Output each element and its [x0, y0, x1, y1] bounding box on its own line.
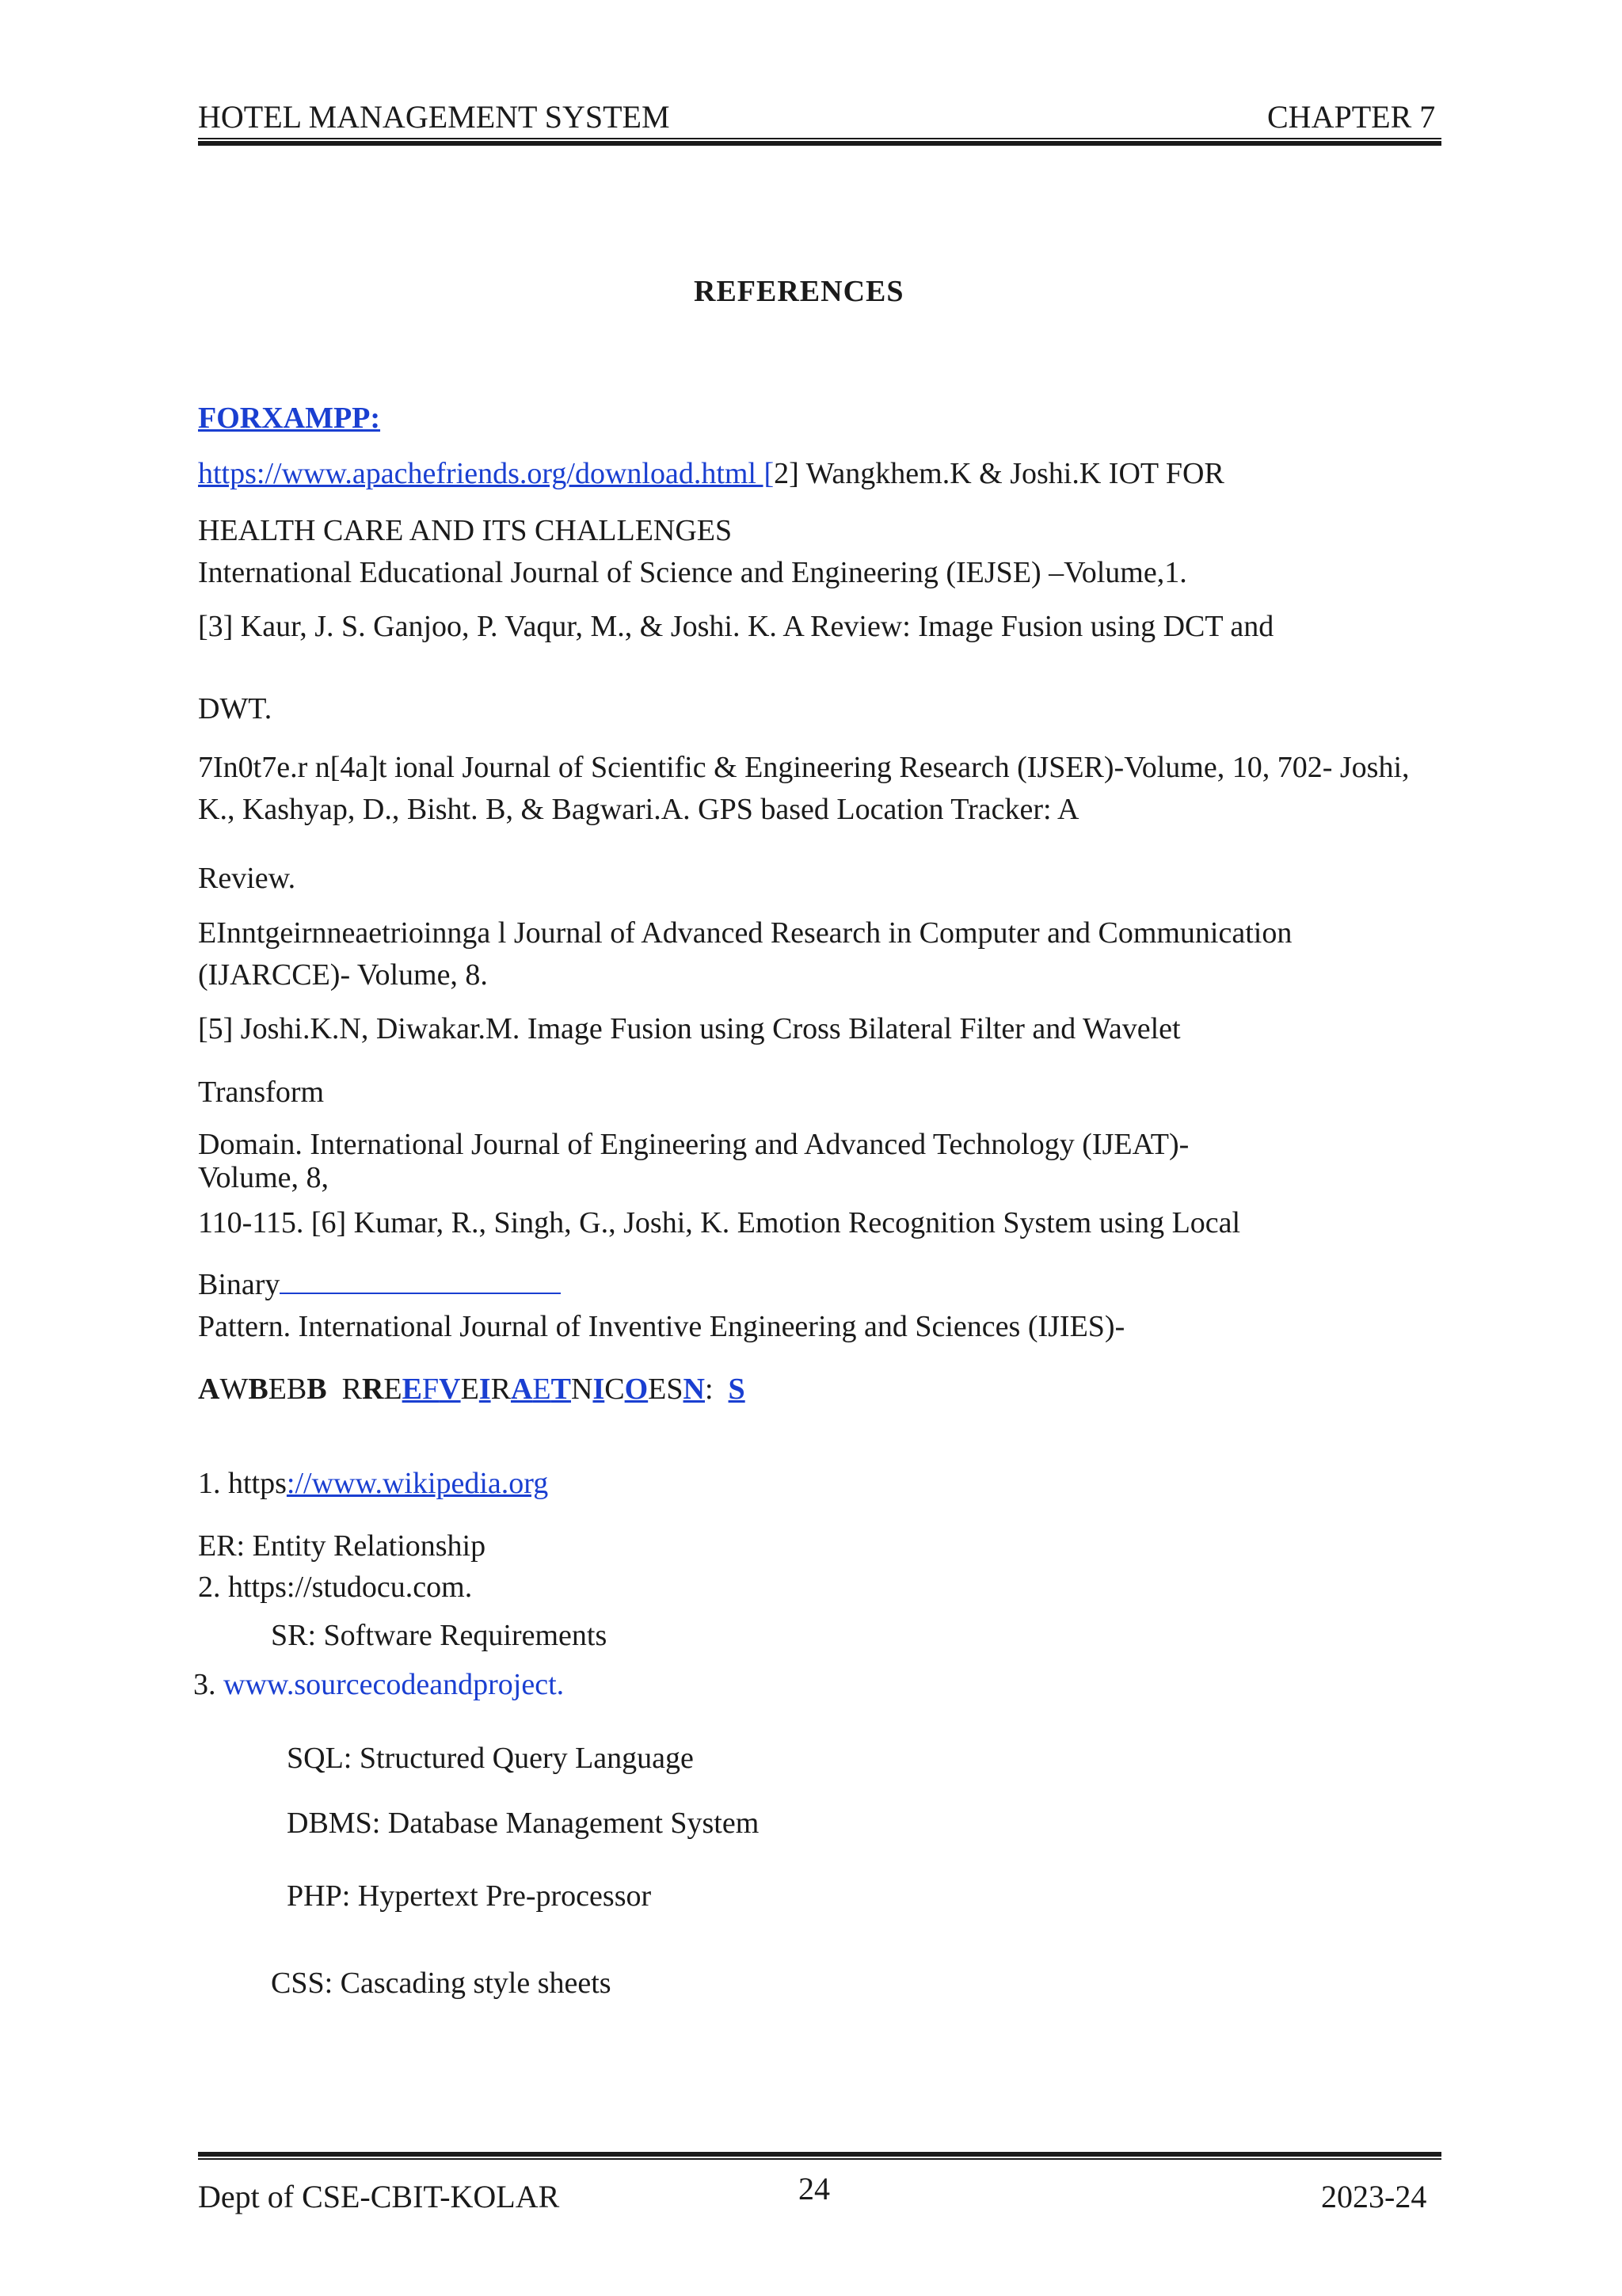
underline-blank [280, 1269, 561, 1294]
reference-line-11: [5] Joshi.K.N, Diwakar.M. Image Fusion using Cross Bilateral Filter and Wavelet [198, 1012, 1181, 1045]
abbreviation-er: ER: Entity Relationship [198, 1529, 486, 1563]
reference-line-5: DWT. [198, 692, 272, 725]
web-reference-2: 2. https://studocu.com. [198, 1571, 473, 1604]
web-reference-1-prefix: 1. https [198, 1467, 287, 1500]
web-references-heading-text [198, 1371, 718, 1407]
reference-2-start: 2] Wangkhem.K & Joshi.K IOT FOR [774, 457, 1224, 490]
header-rule-thick [198, 141, 1441, 146]
section-label-link[interactable]: FORXAMPP: [198, 402, 381, 435]
reference-line-13: Domain. International Journal of Engineering and Advanced Technology (IJEAT)- [198, 1128, 1190, 1161]
header-title: HOTEL MANAGEMENT SYSTEM [198, 99, 670, 135]
page-number: 24 [798, 2171, 830, 2207]
reference-line-6: 7In0t7e.r n[4a]t ional Journal of Scientific & Engineering Research (IJSER)-Volume, 10, 702- Joshi, [198, 751, 1410, 784]
reference-line-12: Transform [198, 1076, 325, 1109]
reference-line-1 [198, 455, 1224, 492]
footer-department: Dept of CSE-CBIT-KOLAR [198, 2179, 560, 2214]
header-rule-thin [198, 138, 1441, 139]
reference-line-15: 110-115. [6] Kumar, R., Singh, G., Joshi, K. Emotion Recognition System using Local [198, 1206, 1241, 1239]
reference-line-14: Volume, 8, [198, 1161, 329, 1194]
web-reference-3 [193, 1666, 564, 1703]
reference-line-7: K., Kashyap, D., Bisht. B, & Bagwari.A. GPS based Location Tracker: A [198, 793, 1079, 826]
web-references-heading[interactable]: AWBEBB RREEFVEIRAETNICOESN: S [198, 1373, 745, 1406]
reference-line-16 [198, 1266, 561, 1303]
reference-line-2: HEALTH CARE AND ITS CHALLENGES [198, 514, 733, 547]
footer-rule-thick [198, 2152, 1441, 2157]
header-chapter: CHAPTER 7 [1267, 99, 1436, 135]
footer-year: 2023-24 [1321, 2179, 1427, 2214]
footer-rule-thin [198, 2158, 1441, 2160]
web-reference-1 [198, 1465, 548, 1502]
wikipedia-link[interactable]: ://www.wikipedia.org [286, 1467, 549, 1500]
sourcecodeandproject-link[interactable]: www.sourcecodeandproject [223, 1668, 557, 1701]
reference-line-9: EInntgeirnneaetrioinnga l Journal of Advanced Research in Computer and Communication [198, 916, 1293, 950]
web-reference-3-suffix: . [556, 1668, 565, 1701]
reference-line-10: (IJARCCE)- Volume, 8. [198, 958, 488, 992]
apachefriends-link[interactable]: https://www.apachefriends.org/download.html [ [198, 457, 775, 490]
binary-text: Binary [198, 1268, 280, 1301]
reference-line-17: Pattern. International Journal of Inventive Engineering and Sciences (IJIES)- [198, 1310, 1125, 1343]
abbreviation-dbms: DBMS: Database Management System [287, 1807, 760, 1840]
reference-line-4: [3] Kaur, J. S. Ganjoo, P. Vaqur, M., & Joshi. K. A Review: Image Fusion using DCT and [198, 610, 1274, 643]
abbreviation-css: CSS: Cascading style sheets [271, 1967, 611, 2000]
abbreviation-php: PHP: Hypertext Pre-processor [287, 1879, 652, 1913]
page-title: REFERENCES [694, 275, 904, 308]
abbreviation-sql: SQL: Structured Query Language [287, 1742, 694, 1775]
reference-line-8: Review. [198, 862, 296, 895]
reference-line-3: International Educational Journal of Science and Engineering (IEJSE) –Volume,1. [198, 556, 1187, 589]
abbreviation-sr: SR: Software Requirements [271, 1619, 607, 1652]
web-reference-3-prefix: 3. [193, 1668, 223, 1701]
